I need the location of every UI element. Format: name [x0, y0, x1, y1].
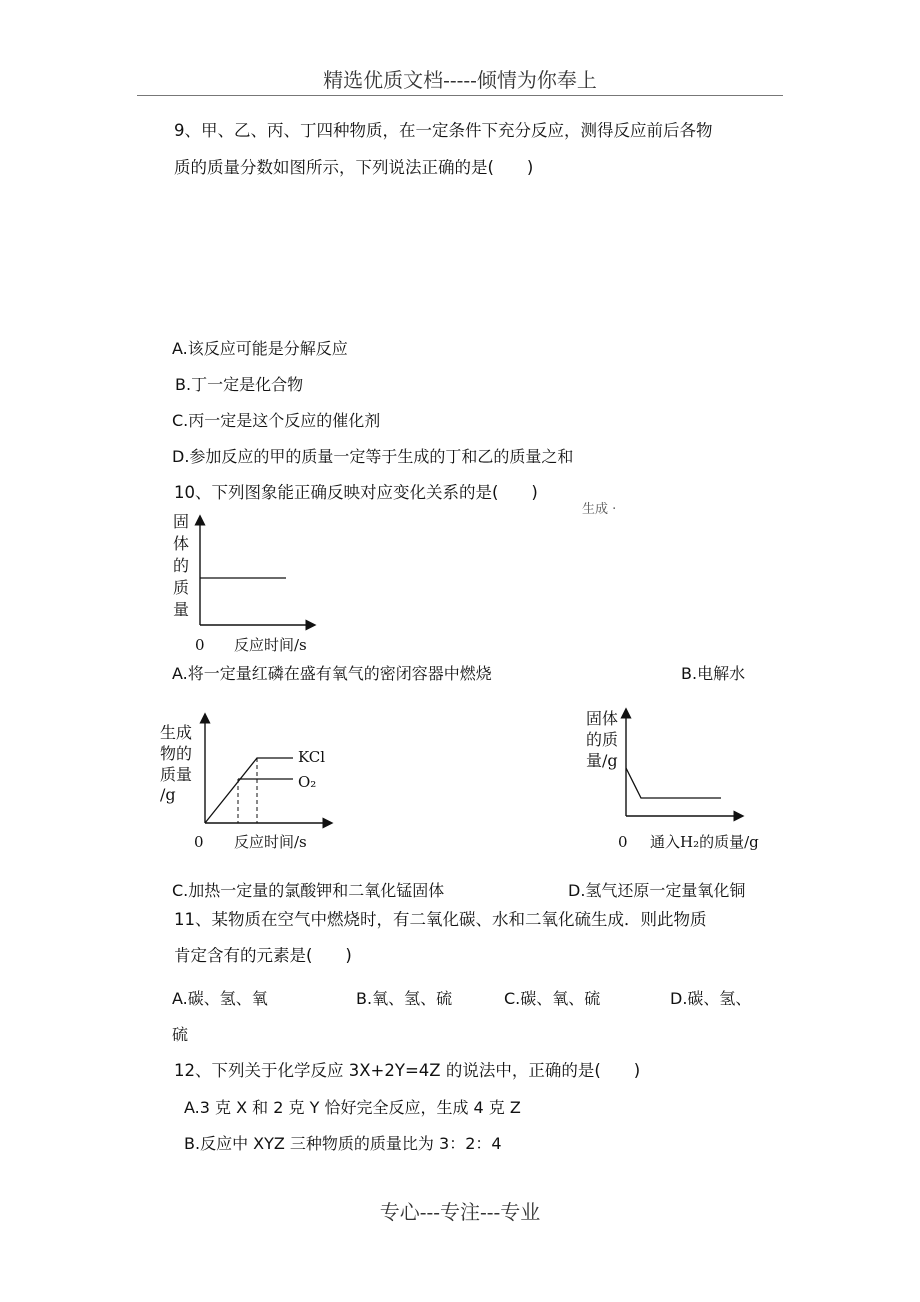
q11-option-b: B.氧、氢、硫	[356, 989, 453, 1008]
graph-c-origin: 0	[194, 833, 204, 851]
q10-caption-c: C.加热一定量的氯酸钾和二氧化锰固体	[172, 881, 445, 900]
graph-a-xlabel: 反应时间/s	[234, 636, 307, 654]
page-footer: 专心---专注---专业	[379, 1200, 541, 1224]
q9-stem-line-2: 质的质量分数如图所示，下列说法正确的是( )	[174, 158, 534, 177]
page-header: 精选优质文档-----倾情为你奉上	[323, 68, 597, 92]
q11-option-d-wrap: 硫	[172, 1025, 189, 1044]
q9-option-b: B.丁一定是化合物	[175, 375, 304, 394]
q11-stem-line-1: 11、某物质在空气中燃烧时，有二氧化碳、水和二氧化硫生成．则此物质	[174, 910, 707, 929]
q12-stem: 12、下列关于化学反应 3X+2Y=4Z 的说法中，正确的是( )	[174, 1061, 641, 1080]
graph-a-ylabel-2: 体	[173, 534, 190, 553]
graph-a-ylabel-5: 量	[173, 600, 190, 619]
graph-a-ylabel-1: 固	[173, 512, 190, 531]
graph-d-ylabel-1: 固体	[586, 709, 619, 728]
graph-d-xlabel: 通入H₂的质量/g	[650, 833, 759, 851]
q10-stem: 10、下列图象能正确反映对应变化关系的是( )	[174, 483, 538, 502]
graph-d-ylabel-2: 的质	[586, 730, 619, 749]
graph-c-o2-label: O₂	[298, 773, 317, 791]
graph-d-origin: 0	[618, 833, 628, 851]
graph-d-line	[626, 768, 721, 798]
graph-c-kcl-line	[205, 758, 293, 823]
q12-option-a: A.3 克 X 和 2 克 Y 恰好完全反应，生成 4 克 Z	[184, 1098, 521, 1117]
graph-c-ylabel-1: 生成	[160, 723, 193, 742]
graph-c-xlabel: 反应时间/s	[234, 833, 307, 851]
graph-d	[584, 708, 774, 858]
q12-option-b: B.反应中 XYZ 三种物质的质量比为 3：2：4	[184, 1134, 502, 1153]
graph-a	[168, 510, 318, 660]
q11-stem-line-2: 肯定含有的元素是( )	[174, 946, 352, 965]
q11-option-d: D.碳、氢、	[670, 989, 752, 1008]
graph-a-ylabel-3: 的	[173, 556, 190, 575]
header-rule	[137, 95, 783, 96]
q10-caption-d: D.氢气还原一定量氧化铜	[568, 881, 746, 900]
q11-option-a: A.碳、氢、氧	[172, 989, 268, 1008]
q9-option-c: C.丙一定是这个反应的催化剂	[172, 411, 381, 430]
q10-caption-a: A.将一定量红磷在盛有氧气的密闭容器中燃烧	[172, 664, 492, 683]
graph-c-ylabel-2: 物的	[160, 744, 193, 763]
graph-c-kcl-label: KCl	[298, 748, 326, 766]
q10-cut-text: 生成 ·	[582, 502, 617, 517]
graph-c-ylabel-3: 质量	[160, 765, 193, 784]
graph-c	[160, 708, 335, 858]
q11-option-c: C.碳、氧、硫	[504, 989, 601, 1008]
graph-a-ylabel-4: 质	[173, 578, 190, 597]
q10-caption-b: B.电解水	[681, 664, 746, 683]
graph-a-origin: 0	[195, 636, 205, 654]
q9-option-d: D.参加反应的甲的质量一定等于生成的丁和乙的质量之和	[172, 447, 574, 466]
graph-c-ylabel-4: /g	[160, 785, 176, 804]
q9-option-a: A.该反应可能是分解反应	[172, 339, 348, 358]
q9-stem-line-1: 9、甲、乙、丙、丁四种物质，在一定条件下充分反应，测得反应前后各物	[174, 121, 713, 140]
graph-d-ylabel-3: 量/g	[586, 751, 618, 770]
